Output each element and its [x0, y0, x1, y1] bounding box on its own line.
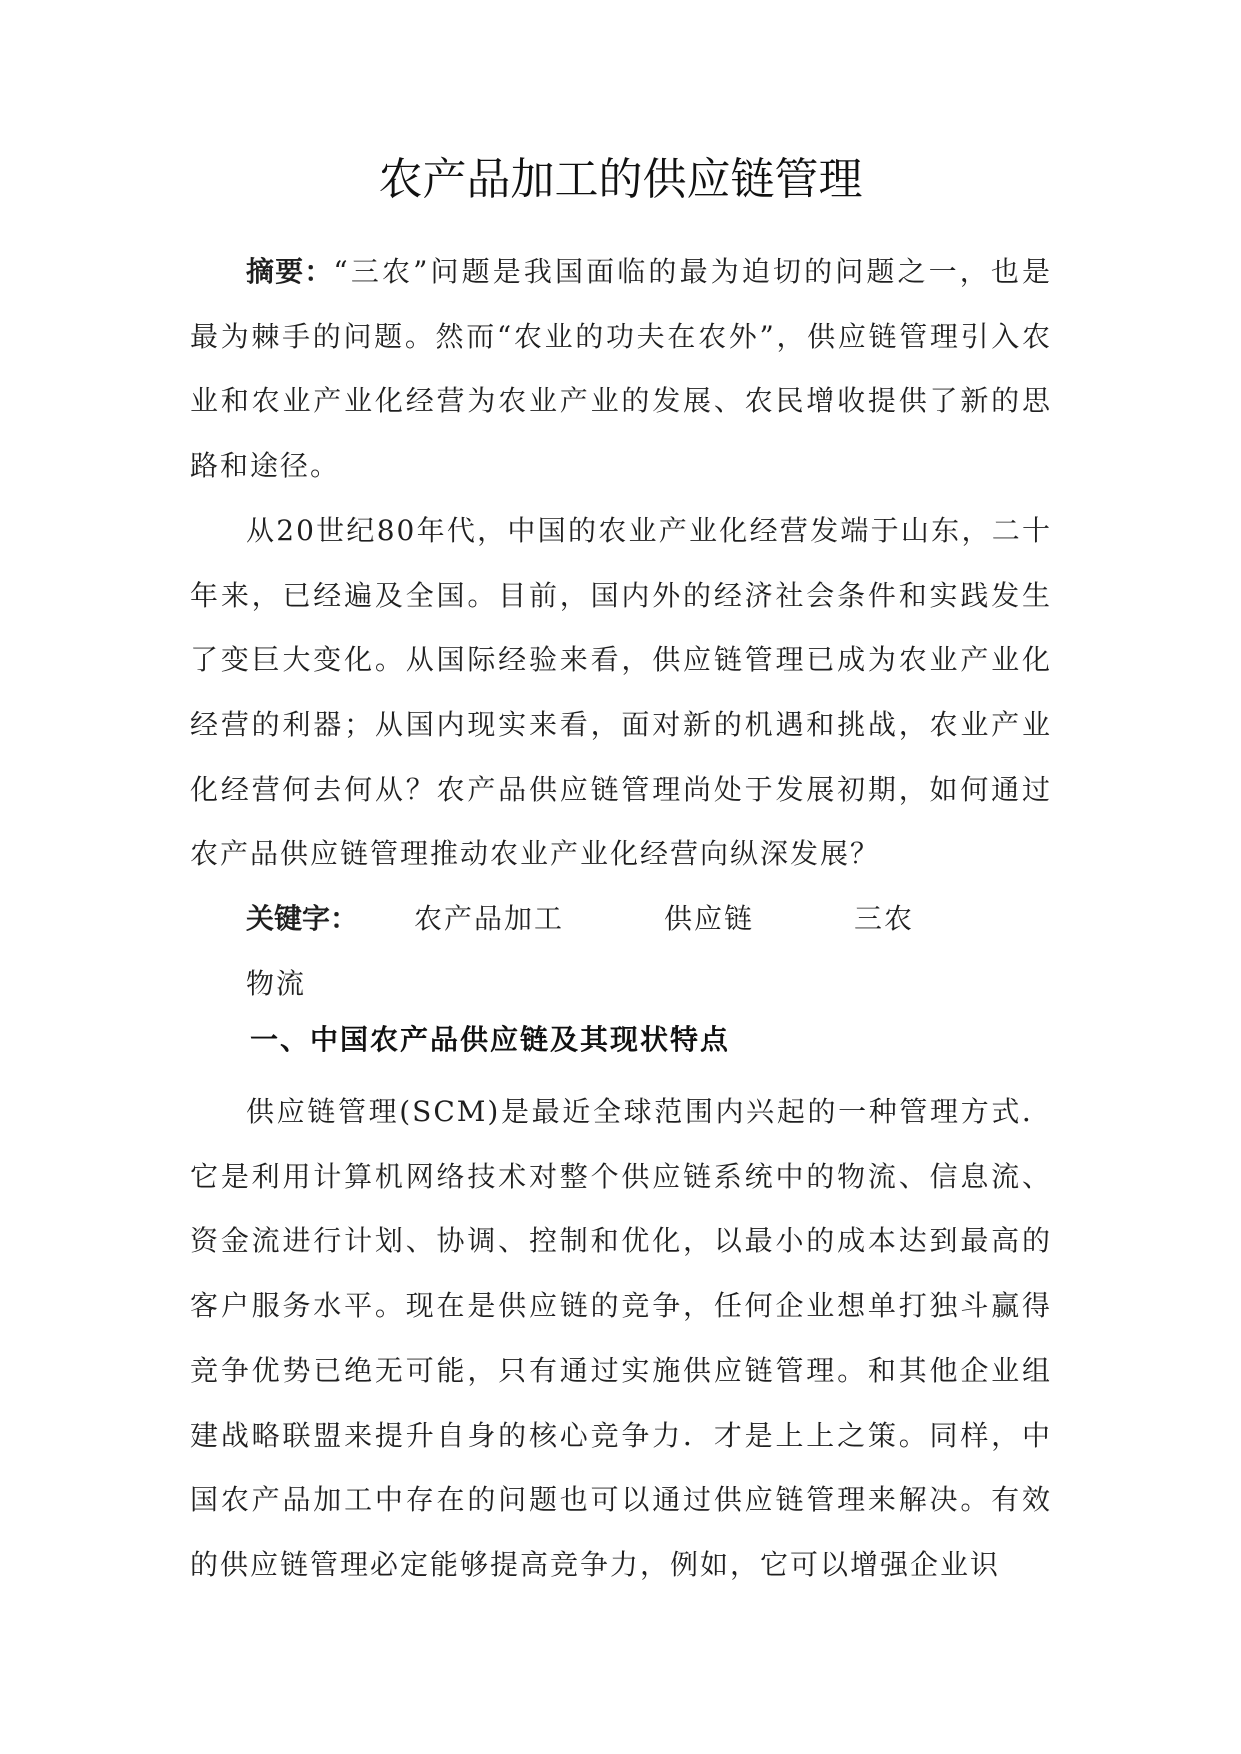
abstract-text: “三农”问题是我国面临的最为迫切的问题之一，也是最为棘手的问题。然而“农业的功夫在农外”，供应链管理引入农业和农业产业化经营为农业产业的发展、农民增收提供了新的思路和途径。	[190, 255, 1052, 483]
section-body	[190, 1080, 1052, 1598]
keyword-item: 三农	[854, 902, 915, 936]
document-title: 农产品加工的供应链管理	[378, 154, 863, 205]
keyword-item: 农产品加工	[414, 902, 565, 936]
keywords-line	[190, 887, 1052, 1016]
section-paragraph: 供应链管理(SCM)是最近全球范围内兴起的一种管理方式．它是利用计算机网络技术对整个供应链系统中的物流、信息流、资金流进行计划、协调、控制和优化，以最小的成本达到最高的客户服务水平。现在是供应链的竞争，任何企业想单打独斗赢得竞争优势已绝无可能，只有通过实施供应链管理。和其他企业组建战略联盟来提升自身的核心竞争力．才是上上之策。同样，中国农产品加工中存在的问题也可以通过供应链管理来解决。有效的供应链管理必定能够提高竞争力，例如，它可以增强企业识	[190, 1095, 1052, 1581]
intro-paragraph: 从20世纪80年代，中国的农业产业化经营发端于山东，二十年来，已经遍及全国。目前，国内外的经济社会条件和实践发生了变巨大变化。从国际经验来看，供应链管理已成为农业产业化经营的利器；从国内现实来看，面对新的机遇和挑战，农业产业化经营何去何从？农产品供应链管理尚处于发展初期，如何通过农产品供应链管理推动农业产业化经营向纵深发展？	[190, 513, 1052, 871]
keywords-label: 关键字：	[246, 902, 359, 936]
keyword-item: 物流	[246, 966, 307, 1000]
front-matter	[190, 240, 1052, 1016]
section-heading: 一、中国农产品供应链及其现状特点	[250, 1023, 731, 1056]
abstract-paragraph	[190, 240, 1052, 499]
keyword-item: 供应链	[664, 902, 755, 936]
abstract-label: 摘要：	[246, 255, 334, 288]
